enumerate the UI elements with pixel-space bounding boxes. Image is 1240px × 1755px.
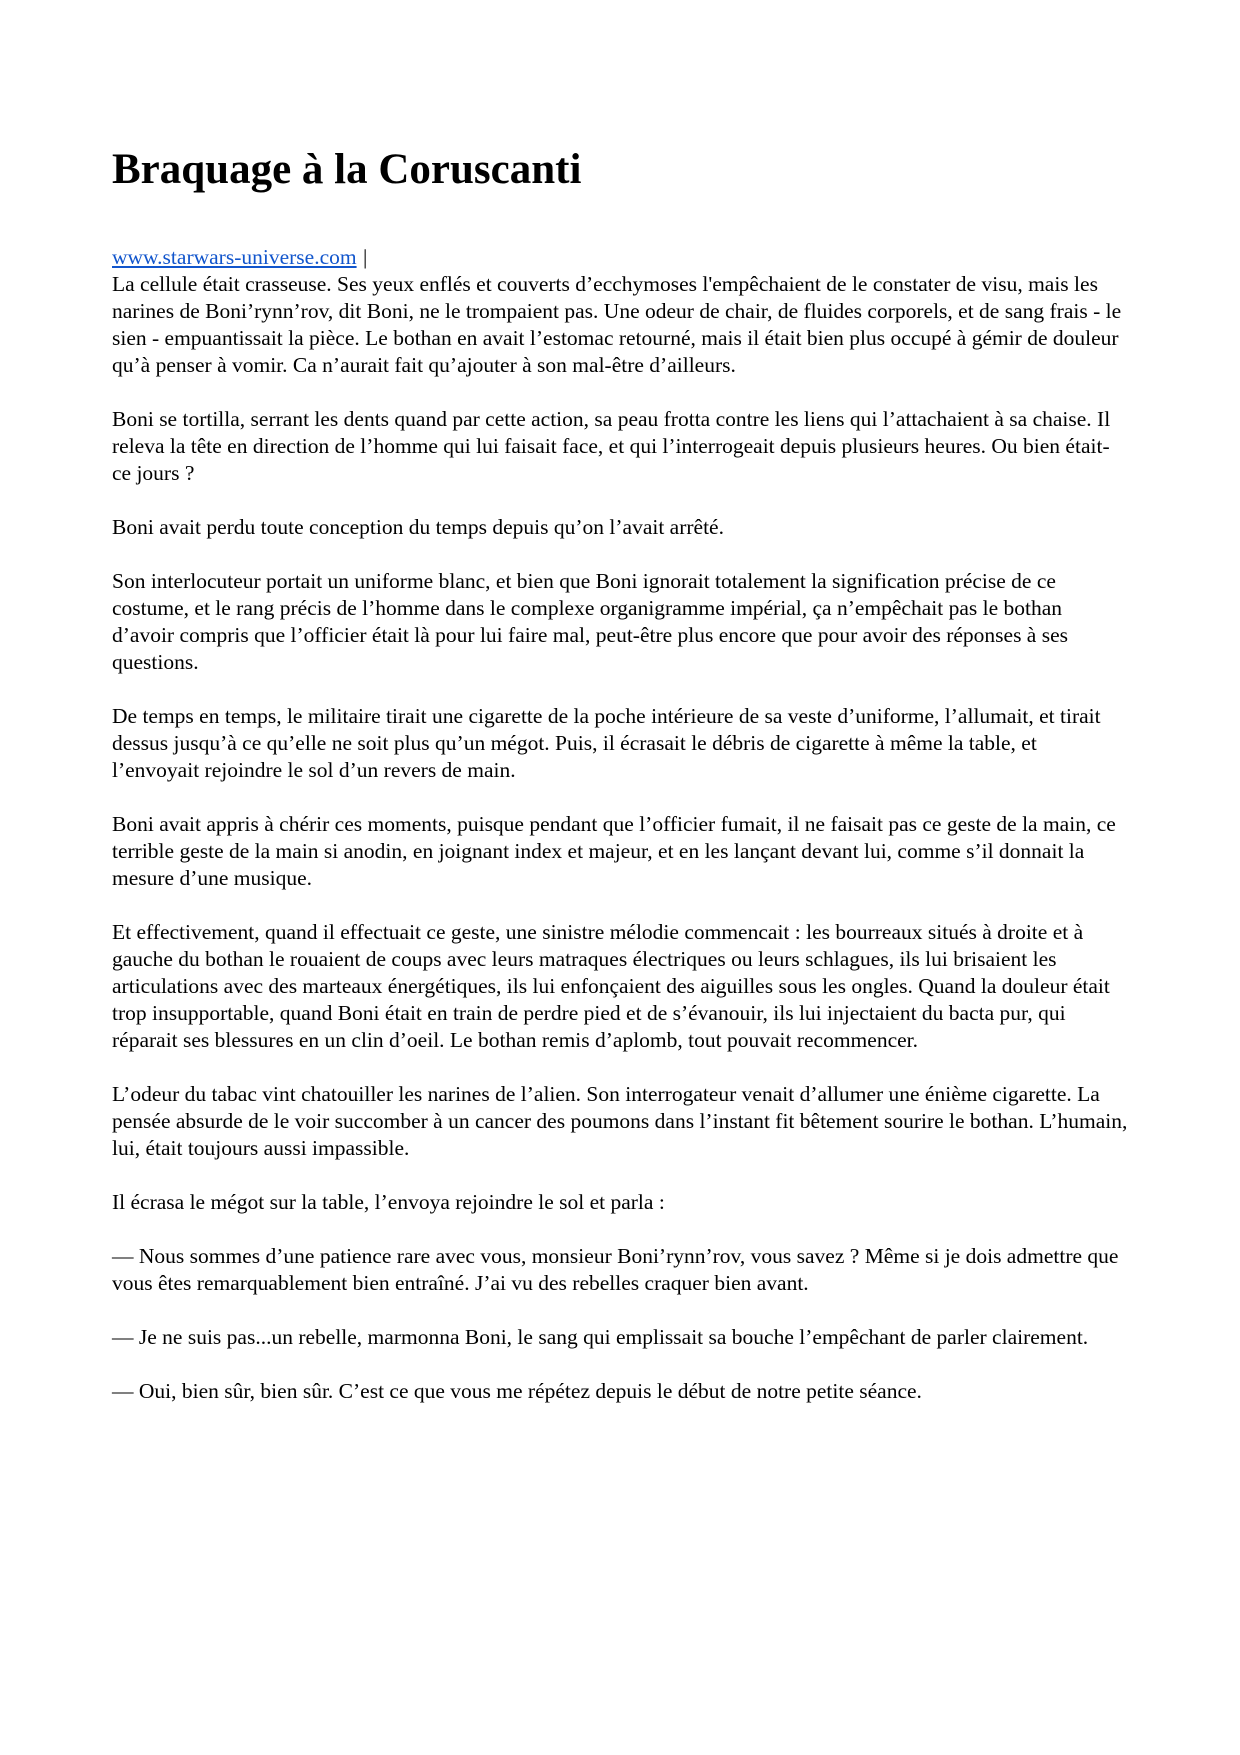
paragraph-cigarette-routine: De temps en temps, le militaire tirait une cigarette de la poche intérieure de sa veste d’uniforme, l’allumait, et tirait dessus jusqu’à ce qu’elle ne soit plus qu’un mégot. Puis, il écrasait le débris de cigarette à même la table, et l’envoyait rejoindre le sol d’un revers de main. [112,704,1101,783]
paragraph-dialogue-bien-sur: — Oui, bien sûr, bien sûr. C’est ce que vous me répétez depuis le début de notre petite séance. [112,1379,922,1404]
paragraph-megot-table: Il écrasa le mégot sur la table, l’envoya rejoindre le sol et parla : [112,1190,665,1215]
paragraph-torture-melody: Et effectivement, quand il effectuait ce geste, une sinistre mélodie commencait : les bourreaux situés à droite et à gauche du bothan le rouaient de coups avec leurs matraques électriques ou leurs schlagues, ils lui brisaient les articulations avec des marteaux énergétiques, ils lui enfonçaient des aiguilles sous les ongles. Quand la douleur était trop insupportable, quand Boni était en train de perdre pied et de s’évanouir, ils lui injectaient du bacta pur, qui réparait ses blessures en un clin d’oeil. Le bothan remis d’aplomb, tout pouvait recommencer. [112,920,1110,1053]
paragraph-boni-tortilla: Boni se tortilla, serrant les dents quand par cette action, sa peau frotta contre les liens qui l’attachaient à sa chaise. Il releva la tête en direction de l’homme qui lui faisait face, et qui l’interrogeait depuis plusieurs heures. Ou bien était-ce jours ? [112,407,1111,486]
paragraph-dialogue-patience: — Nous sommes d’une patience rare avec vous, monsieur Boni’rynn’rov, vous savez ? Même si je dois admettre que vous êtes remarquablement bien entraîné. J’ai vu des rebelles craquer bien avant. [112,1244,1119,1296]
source-link-line [112,244,1128,271]
page-title: Braquage à la Coruscanti [112,146,582,193]
paragraph-tabac-odeur: L’odeur du tabac vint chatouiller les narines de l’alien. Son interrogateur venait d’allumer une énième cigarette. La pensée absurde de le voir succomber à un cancer des poumons dans l’instant fit bêtement sourire le bothan. L’humain, lui, était toujours aussi impassible. [112,1082,1128,1161]
paragraph-dialogue-pas-rebelle: — Je ne suis pas...un rebelle, marmonna Boni, le sang qui emplissait sa bouche l’empêchant de parler clairement. [112,1325,1089,1350]
link-separator: | [363,245,368,270]
paragraph-interlocuteur: Son interlocuteur portait un uniforme blanc, et bien que Boni ignorait totalement la signification précise de ce costume, et le rang précis de l’homme dans le complexe organigramme impérial, ça n’empêchait pas le bothan d’avoir compris que l’officier était là pour lui faire mal, peut-être plus encore que pour avoir des réponses à ses questions. [112,569,1069,675]
paragraph-cell-description: La cellule était crasseuse. Ses yeux enflés et couverts d’ecchymoses l'empêchaient de le constater de visu, mais les narines de Boni’rynn’rov, dit Boni, ne le trompaient pas. Une odeur de chair, de fluides corporels, et de sang frais - le sien - empuantissait la pièce. Le bothan en avait l’estomac retourné, mais il était bien plus occupé à gémir de douleur qu’à penser à vomir. Ca n’aurait fait qu’ajouter à son mal-être d’ailleurs. [112,272,1122,378]
paragraph-time-lost: Boni avait perdu toute conception du temps depuis qu’on l’avait arrêté. [112,515,724,540]
paragraph-cherished-moments: Boni avait appris à chérir ces moments, puisque pendant que l’officier fumait, il ne faisait pas ce geste de la main, ce terrible geste de la main si anodin, en joignant index et majeur, et en les lançant devant lui, comme s’il donnait la mesure d’une musique. [112,812,1116,891]
source-link[interactable]: www.starwars-universe.com [112,245,357,270]
